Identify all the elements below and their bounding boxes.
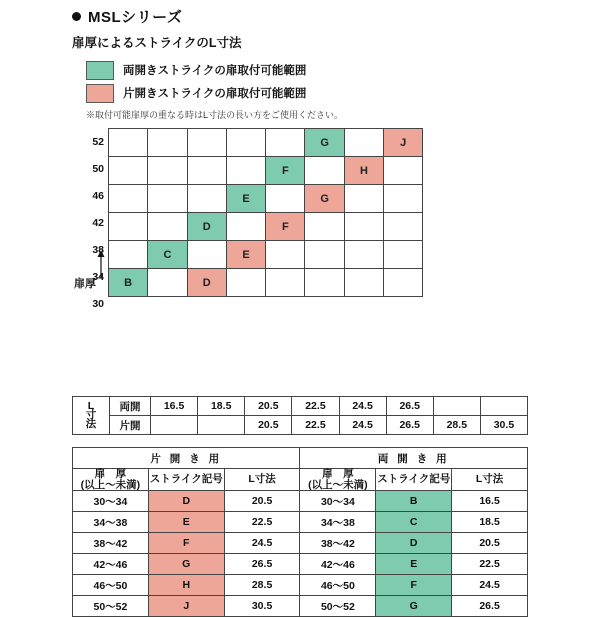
cell-thickness: 34～38 xyxy=(300,512,376,533)
chart-cell xyxy=(148,213,187,241)
chart-cell-E-single: E xyxy=(226,241,265,269)
chart-cell xyxy=(148,129,187,157)
l-single-0 xyxy=(151,416,198,435)
chart-cell xyxy=(384,241,423,269)
l-double-0: 16.5 xyxy=(151,397,198,416)
chart-cell xyxy=(187,157,226,185)
chart-cell xyxy=(344,241,383,269)
col-header-thickness-line1-d: 扉 厚 xyxy=(322,468,354,480)
l-head-double: 両開 xyxy=(110,397,151,416)
cell-l: 24.5 xyxy=(224,533,300,554)
chart-row xyxy=(109,129,423,157)
l-head-single: 片開 xyxy=(110,416,151,435)
spec-column-header-row xyxy=(73,469,528,491)
chart-cell xyxy=(187,241,226,269)
chart-cell xyxy=(187,185,226,213)
cell-l: 28.5 xyxy=(224,575,300,596)
col-header-code-double: ストライク記号 xyxy=(376,469,452,491)
chart-cell-D-single: D xyxy=(187,269,226,297)
cell-thickness: 50～52 xyxy=(73,596,149,617)
subtitle-text: 扉厚によるストライクのL寸法 xyxy=(72,36,242,50)
chart-cell xyxy=(344,129,383,157)
chart-cell xyxy=(344,213,383,241)
chart-cell xyxy=(344,269,383,297)
cell-l: 20.5 xyxy=(224,491,300,512)
spec-group-header-row xyxy=(73,448,528,469)
cell-code: G xyxy=(148,554,224,575)
cell-l: 22.5 xyxy=(452,554,528,575)
cell-code: F xyxy=(376,575,452,596)
cell-thickness: 38～42 xyxy=(73,533,149,554)
cell-code: E xyxy=(376,554,452,575)
chart-cell xyxy=(266,129,305,157)
legend-item-single xyxy=(86,83,306,103)
cell-thickness: 30～34 xyxy=(300,491,376,512)
cell-l: 26.5 xyxy=(452,596,528,617)
table-row xyxy=(73,491,528,512)
y-tick-50: 50 xyxy=(92,163,104,175)
col-header-thickness-line1: 扉 厚 xyxy=(94,468,127,480)
chart-cell-F-double: F xyxy=(266,157,305,185)
col-header-thickness-double xyxy=(300,469,376,491)
l-double-5: 26.5 xyxy=(386,397,433,416)
cell-thickness: 30～34 xyxy=(73,491,149,512)
chart-cell-G-double: G xyxy=(305,129,344,157)
cell-code: C xyxy=(376,512,452,533)
y-tick-38: 38 xyxy=(92,244,104,256)
cell-l: 16.5 xyxy=(452,491,528,512)
cell-thickness: 46～50 xyxy=(300,575,376,596)
table-row xyxy=(73,575,528,596)
cell-code: D xyxy=(376,533,452,554)
group-header-double: 両 開 き 用 xyxy=(300,448,528,469)
legend-swatch-green xyxy=(86,61,114,80)
spec-table-element xyxy=(72,447,528,617)
chart-cell-G-single: G xyxy=(305,185,344,213)
l-dimension-body xyxy=(73,397,528,435)
col-header-l-double: L寸法 xyxy=(452,469,528,491)
l-single-2: 20.5 xyxy=(245,416,292,435)
chart-cell xyxy=(384,185,423,213)
page-title xyxy=(72,6,182,27)
cell-l: 20.5 xyxy=(452,533,528,554)
cell-thickness: 42～46 xyxy=(300,554,376,575)
legend-swatch-pink xyxy=(86,84,114,103)
chart-cell-J-single: J xyxy=(384,129,423,157)
l-double-1: 18.5 xyxy=(198,397,245,416)
legend-item-double xyxy=(86,60,306,80)
l-corner-label xyxy=(73,397,110,435)
cell-thickness: 46～50 xyxy=(73,575,149,596)
legend-label-single: 片開きストライクの扉取付可能範囲 xyxy=(123,88,307,100)
chart-cell xyxy=(266,269,305,297)
chart-row xyxy=(109,213,423,241)
l-row-single xyxy=(73,416,528,435)
legend xyxy=(86,60,306,106)
l-corner-char-2: 寸 xyxy=(85,409,97,421)
cell-thickness: 38～42 xyxy=(300,533,376,554)
chart-cell xyxy=(226,129,265,157)
l-single-4: 24.5 xyxy=(339,416,386,435)
col-header-code-single: ストライク記号 xyxy=(148,469,224,491)
y-tick-30: 30 xyxy=(92,298,104,310)
l-double-7 xyxy=(480,397,527,416)
l-double-6 xyxy=(433,397,480,416)
legend-note: ※取付可能扉厚の重なる時はL寸法の長い方をご使用ください。 xyxy=(86,110,344,120)
cell-l: 18.5 xyxy=(452,512,528,533)
chart-cell xyxy=(109,129,148,157)
table-row xyxy=(73,554,528,575)
group-header-single: 片 開 き 用 xyxy=(73,448,300,469)
chart-cell-D-double: D xyxy=(187,213,226,241)
cell-thickness: 42～46 xyxy=(73,554,149,575)
cell-l: 22.5 xyxy=(224,512,300,533)
chart-cell xyxy=(187,129,226,157)
l-row-double xyxy=(73,397,528,416)
chart-cell-E-double: E xyxy=(226,185,265,213)
col-header-thickness-line2-d: (以上～未満) xyxy=(308,478,368,491)
l-single-6: 28.5 xyxy=(433,416,480,435)
chart-cell xyxy=(148,269,187,297)
title-text: MSLシリーズ xyxy=(88,9,183,26)
col-header-l-single: L寸法 xyxy=(224,469,300,491)
y-axis-label-text: 扉厚 xyxy=(74,278,96,290)
cell-code: D xyxy=(148,491,224,512)
l-dimension-table xyxy=(72,396,528,435)
chart-cell xyxy=(109,241,148,269)
l-corner-char-1: L xyxy=(87,400,95,412)
chart-cell-C-double: C xyxy=(148,241,187,269)
l-single-5: 26.5 xyxy=(386,416,433,435)
spec-table xyxy=(72,447,528,617)
cell-l: 30.5 xyxy=(224,596,300,617)
col-header-thickness-single xyxy=(73,469,149,491)
chart-cell xyxy=(344,185,383,213)
chart-cell xyxy=(226,157,265,185)
cell-code: E xyxy=(148,512,224,533)
chart-cell xyxy=(226,213,265,241)
chart-cell xyxy=(266,241,305,269)
y-tick-34: 34 xyxy=(92,271,104,283)
chart-cell xyxy=(384,157,423,185)
l-single-7: 30.5 xyxy=(480,416,527,435)
chart-cell xyxy=(148,185,187,213)
bullet-icon xyxy=(72,12,81,21)
cell-code: H xyxy=(148,575,224,596)
chart xyxy=(72,128,528,388)
chart-cell xyxy=(384,269,423,297)
l-single-1 xyxy=(198,416,245,435)
chart-cell-B-double: B xyxy=(109,269,148,297)
cell-l: 26.5 xyxy=(224,554,300,575)
cell-code: B xyxy=(376,491,452,512)
chart-grid-body xyxy=(109,129,423,297)
cell-thickness: 34～38 xyxy=(73,512,149,533)
l-corner-char-3: 法 xyxy=(85,418,97,430)
chart-cell xyxy=(109,185,148,213)
chart-row xyxy=(109,241,423,269)
chart-row xyxy=(109,157,423,185)
l-single-3: 22.5 xyxy=(292,416,339,435)
y-tick-46: 46 xyxy=(92,190,104,202)
chart-cell xyxy=(266,185,305,213)
chart-cell xyxy=(305,241,344,269)
chart-row xyxy=(109,185,423,213)
l-dimension-rows xyxy=(72,396,528,435)
chart-cell xyxy=(148,157,187,185)
chart-cell xyxy=(305,213,344,241)
cell-l: 24.5 xyxy=(452,575,528,596)
chart-cell xyxy=(305,269,344,297)
chart-cell-H-single: H xyxy=(344,157,383,185)
chart-grid-table xyxy=(109,129,423,297)
chart-cell xyxy=(109,213,148,241)
cell-code: J xyxy=(148,596,224,617)
chart-grid xyxy=(108,128,423,297)
legend-label-double: 両開きストライクの扉取付可能範囲 xyxy=(123,65,307,77)
y-tick-42: 42 xyxy=(92,217,104,229)
cell-thickness: 50～52 xyxy=(300,596,376,617)
table-row xyxy=(73,533,528,554)
chart-row xyxy=(109,269,423,297)
chart-cell xyxy=(109,157,148,185)
chart-cell xyxy=(226,269,265,297)
chart-cell-F-single: F xyxy=(266,213,305,241)
spec-table-body xyxy=(73,448,528,617)
y-tick-52: 52 xyxy=(92,136,104,148)
cell-code: F xyxy=(148,533,224,554)
chart-cell xyxy=(305,157,344,185)
l-double-3: 22.5 xyxy=(292,397,339,416)
l-double-4: 24.5 xyxy=(339,397,386,416)
cell-code: G xyxy=(376,596,452,617)
l-double-2: 20.5 xyxy=(245,397,292,416)
table-row xyxy=(73,512,528,533)
col-header-thickness-line2: (以上～未満) xyxy=(80,478,141,491)
chart-cell xyxy=(384,213,423,241)
